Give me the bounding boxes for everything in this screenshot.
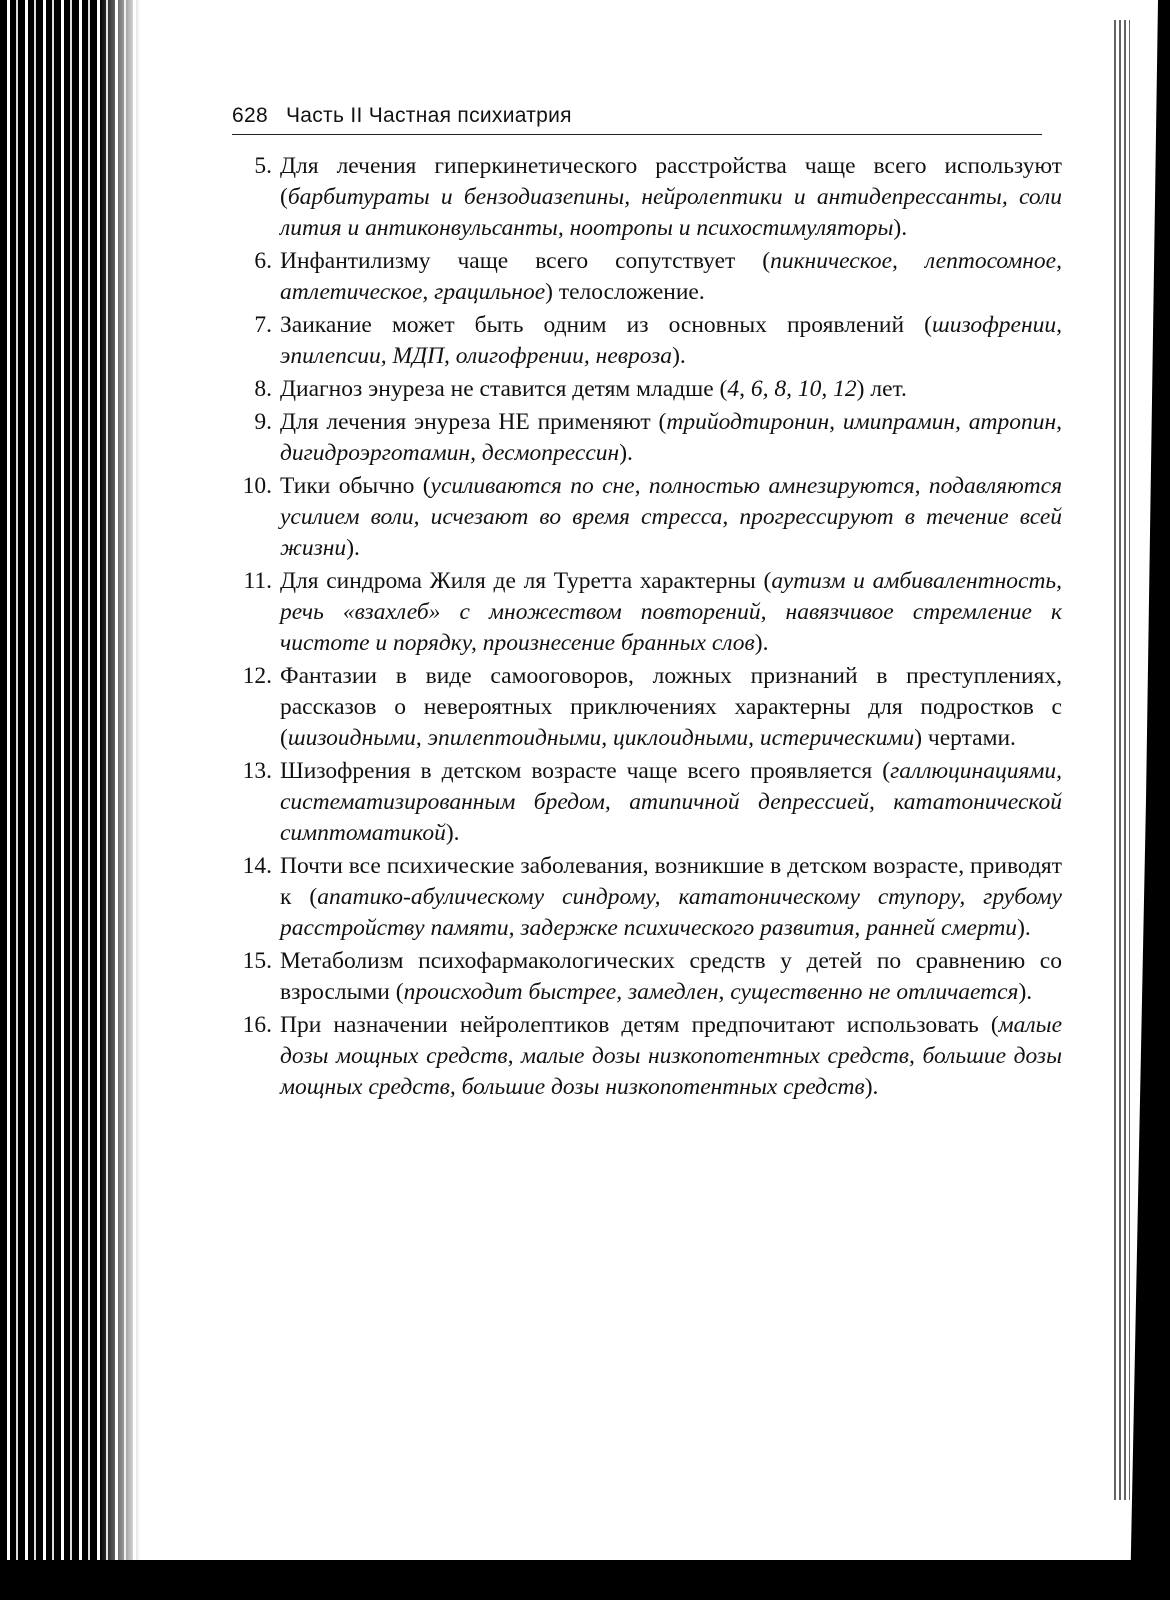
list-item bbox=[232, 246, 1062, 308]
item-text: Инфантилизму чаще всего сопутствует (пикническое, лептосомное, атлетическое, грацильное) телосложение. bbox=[280, 248, 1062, 305]
item-text: Шизофрения в детском возрасте чаще всего проявляется (галлюцинациями, систематизированным бредом, атипичной депрессией, кататонической симптоматикой). bbox=[280, 758, 1062, 846]
question-list bbox=[232, 151, 1062, 1103]
item-text: Диагноз энуреза не ставится детям младше (4, 6, 8, 10, 12) лет. bbox=[280, 376, 907, 402]
item-number: 10. bbox=[242, 473, 272, 499]
page-edge-right-stripes bbox=[1114, 20, 1130, 1500]
list-item bbox=[232, 374, 1062, 405]
item-number: 15. bbox=[242, 948, 272, 974]
list-item bbox=[232, 661, 1062, 754]
item-number: 13. bbox=[242, 758, 272, 784]
list-item bbox=[232, 756, 1062, 849]
list-item bbox=[232, 851, 1062, 944]
running-title: Часть II Частная психиатрия bbox=[285, 104, 572, 127]
item-number: 7. bbox=[254, 312, 272, 338]
list-item bbox=[232, 407, 1062, 469]
item-text: Фантазии в виде самооговоров, ложных признаний в преступлениях, рассказов о невероятных приключениях характерны для подростков с (шизоидными, эпилептоидными, циклоидными, истерическими) чертами. bbox=[280, 663, 1062, 751]
item-number: 14. bbox=[242, 853, 272, 879]
list-item bbox=[232, 471, 1062, 564]
book-page bbox=[232, 104, 1062, 1105]
item-text: Почти все психические заболевания, возникшие в детском возрасте, приводят к (апатико-абулическому синдрому, кататоническому ступору, грубому расстройству памяти, задержке психического развития, ранней смерти). bbox=[280, 853, 1062, 941]
page-edge-bottom bbox=[0, 1560, 1170, 1600]
item-text: Для лечения энуреза НЕ применяют (трийодтиронин, имипрамин, атропин, дигидроэрготамин, десмопрессин). bbox=[280, 409, 1062, 466]
item-text: Тики обычно (усиливаются по сне, полностью амнезируются, подавляются усилием воли, исчезают во время стресса, прогрессируют в течение всей жизни). bbox=[280, 473, 1062, 561]
item-text: Метаболизм психофармакологических средств у детей по сравнению со взрослыми (происходит быстрее, замедлен, существенно не отличается). bbox=[280, 948, 1062, 1005]
page-number: 628 bbox=[232, 104, 268, 127]
page-edge-right bbox=[1130, 0, 1170, 1600]
list-item bbox=[232, 310, 1062, 372]
item-number: 16. bbox=[242, 1012, 272, 1038]
item-text: При назначении нейролептиков детям предпочитают использовать (малые дозы мощных средств, малые дозы низкопотентных средств, большие дозы мощных средств, большие дозы низкопотентных средств). bbox=[280, 1012, 1062, 1100]
item-number: 5. bbox=[254, 153, 272, 179]
list-item bbox=[232, 151, 1062, 244]
item-number: 8. bbox=[254, 376, 272, 402]
item-text: Заикание может быть одним из основных проявлений (шизофрении, эпилепсии, МДП, олигофрении, невроза). bbox=[280, 312, 1062, 369]
list-item bbox=[232, 1010, 1062, 1103]
item-text: Для лечения гиперкинетического расстройства чаще всего используют (барбитураты и бензодиазепины, нейролептики и антидепрессанты, соли лития и антиконвульсанты, ноотропы и психостимуляторы). bbox=[280, 153, 1062, 241]
item-number: 6. bbox=[254, 248, 272, 274]
item-number: 9. bbox=[254, 409, 272, 435]
list-item bbox=[232, 566, 1062, 659]
item-number: 12. bbox=[242, 663, 272, 689]
running-header bbox=[232, 104, 1042, 135]
item-number: 11. bbox=[243, 568, 272, 594]
list-item bbox=[232, 946, 1062, 1008]
page-edge-shadow bbox=[100, 0, 140, 1600]
item-text: Для синдрома Жиля де ля Туретта характерны (аутизм и амбивалентность, речь «взахлеб» с множеством повторений, навязчивое стремление к чистоте и порядку, произнесение бранных слов). bbox=[280, 568, 1062, 656]
